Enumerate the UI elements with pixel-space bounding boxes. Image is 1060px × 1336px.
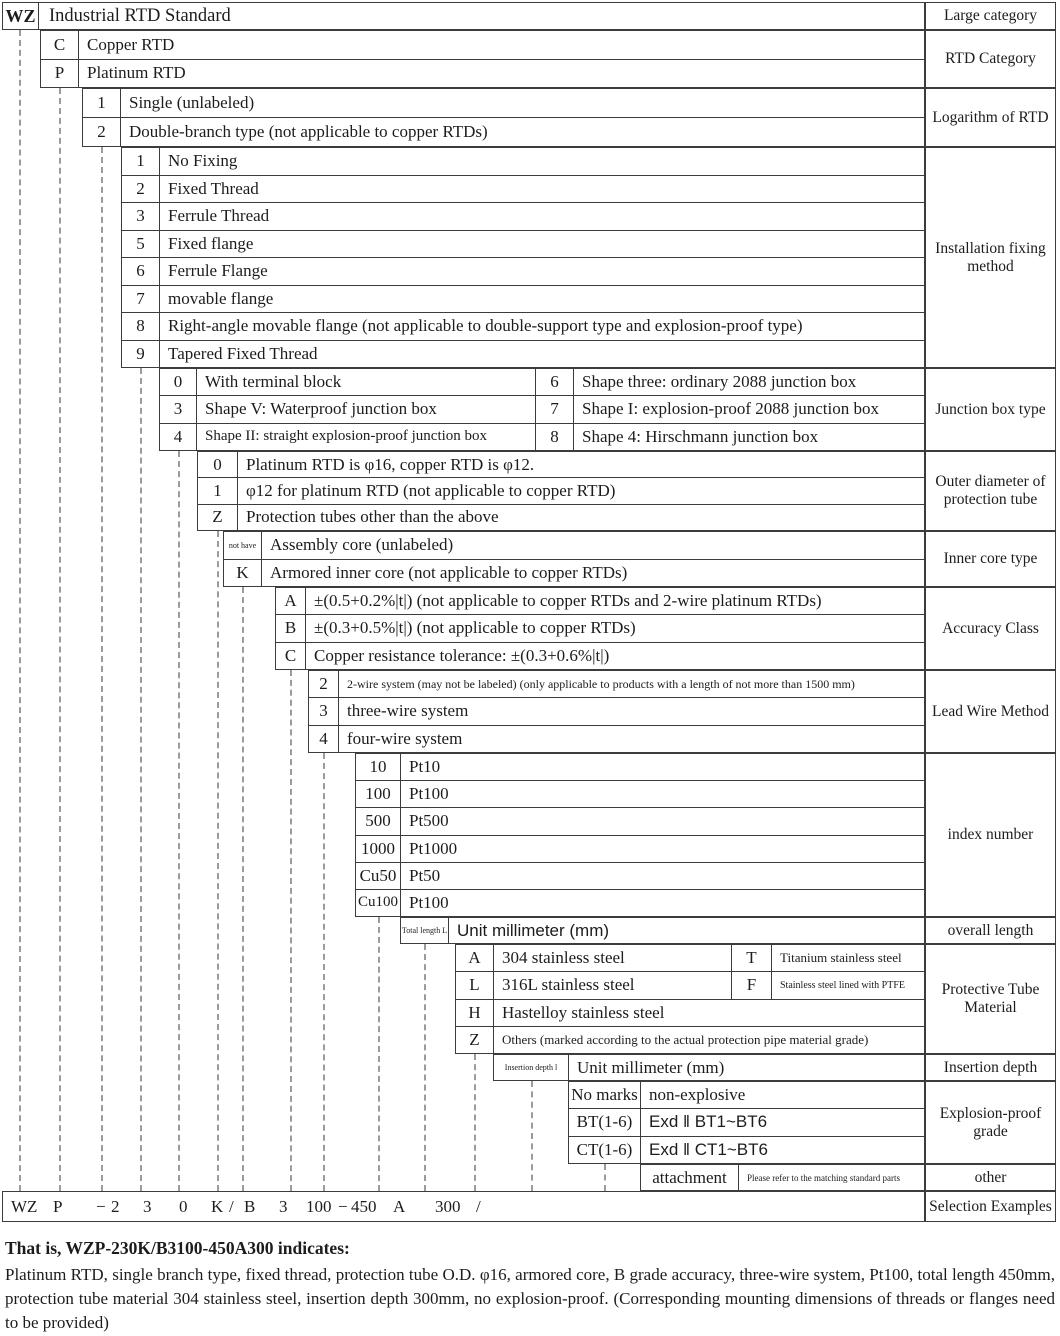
table-band-outer-diameter-of-protection-tube [197, 451, 925, 531]
description-cell: Tapered Fixed Thread [168, 343, 318, 363]
code-cell: CT(1-6) [569, 1137, 641, 1163]
example-token: 0 [179, 1196, 188, 1216]
description-cell: Platinum RTD [87, 63, 186, 83]
code-cell: 2 [309, 671, 339, 697]
table-row [122, 175, 924, 203]
category-cell: other [925, 1164, 1056, 1191]
table-row [41, 31, 924, 59]
code-cell: Insertion depth l [494, 1055, 569, 1080]
category-cell: RTD Category [925, 30, 1056, 88]
dashed-line [140, 368, 142, 1191]
description-cell: Pt100 [409, 892, 449, 912]
table-band-other [640, 1164, 925, 1191]
example-token: 450 [351, 1196, 377, 1216]
description-cell: Platinum RTD is φ16, copper RTD is φ12. [246, 454, 535, 474]
description-cell: Shape three: ordinary 2088 junction box [582, 372, 857, 392]
category-cell: overall length [925, 917, 1056, 944]
dashed-line [242, 587, 244, 1191]
code-cell: P [41, 60, 79, 88]
description-cell: Shape I: explosion-proof 2088 junction box [582, 399, 879, 419]
code-cell: K [224, 560, 262, 587]
table-row [401, 918, 924, 943]
description-cell: Hastelloy stainless steel [502, 1002, 665, 1022]
description-cell: Stainless steel lined with PTFE [780, 979, 905, 991]
table-row [309, 725, 924, 752]
category-cell: Inner core type [925, 531, 1056, 587]
description-cell: Unit millimeter (mm) [577, 1057, 725, 1077]
code-cell: 1 [122, 148, 160, 175]
example-token: WZ [11, 1196, 38, 1216]
code-cell: A [276, 588, 306, 614]
description-cell: Please refer to the matching standard parts [747, 1172, 900, 1183]
code-cell: L [456, 972, 494, 998]
table-row [456, 971, 924, 998]
category-cell: index number [925, 753, 1056, 917]
table-row [309, 671, 924, 697]
description-cell: Single (unlabeled) [129, 93, 255, 112]
example-token: 100 [306, 1196, 332, 1216]
code-cell: Cu50 [356, 863, 401, 889]
table-row [569, 1136, 924, 1163]
dashed-line [424, 944, 426, 1191]
description-cell: ±(0.3+0.5%|t|) (not applicable to copper RTDs) [314, 618, 636, 638]
table-row [122, 285, 924, 313]
table-row [122, 340, 924, 368]
category-cell: Logarithm of RTD [925, 88, 1056, 147]
example-token: B [244, 1196, 256, 1216]
description-cell: Pt100 [409, 784, 449, 804]
table-band-overall-length [400, 917, 925, 944]
table-row [198, 504, 924, 530]
category-cell: Insertion depth [925, 1054, 1056, 1081]
description-cell: 316L stainless steel [494, 972, 732, 998]
category-cell: Explosion-proof grade [925, 1081, 1056, 1164]
dashed-line [378, 917, 380, 1191]
table-row [456, 945, 924, 971]
example-token: / [229, 1196, 234, 1216]
category-cell: Lead Wire Method [925, 670, 1056, 753]
example-code-description: Platinum RTD, single branch type, fixed thread, protection tube O.D. φ16, armored core, B grade accuracy, three-wire system, Pt100, total length 450mm, protection tube material 304 stainless steel, insertion depth 300mm, no explosion-proof. (Corresponding mounting dimensions of threads or flanges need to be provided) [5, 1265, 1055, 1333]
table-row [224, 559, 924, 587]
description-cell: 304 stainless steel [494, 945, 732, 971]
table-band-junction-box-type [159, 368, 925, 451]
category-cell: Accuracy Class [925, 587, 1056, 670]
table-row [83, 117, 924, 146]
example-token: 3 [143, 1196, 152, 1216]
code-cell: C [276, 643, 306, 669]
description-cell: Pt10 [409, 757, 441, 777]
table-row [356, 780, 924, 807]
code-cell: 9 [122, 341, 160, 368]
table-band-protective-tube-material [455, 944, 925, 1054]
table-row [356, 754, 924, 780]
dashed-line [178, 451, 180, 1191]
example-token: K [211, 1196, 224, 1216]
category-cell: Selection Examples [925, 1191, 1056, 1222]
code-cell: H [456, 1000, 494, 1026]
description-cell: Fixed flange [168, 233, 254, 253]
table-row [456, 1026, 924, 1053]
category-cell: Junction box type [925, 368, 1056, 451]
table-row [494, 1055, 924, 1080]
category-cell: Large category [925, 2, 1056, 30]
code-cell: No marks [569, 1082, 641, 1108]
code-cell: 100 [356, 781, 401, 807]
table-band-rtd-category [40, 30, 925, 88]
table-row [122, 202, 924, 230]
footer-explanation [5, 1238, 1055, 1335]
table-row [160, 423, 924, 450]
table-row [569, 1108, 924, 1135]
table-row [309, 697, 924, 724]
code-cell: 4 [160, 424, 197, 450]
table-row [122, 257, 924, 285]
code-cell: F [732, 972, 772, 998]
code-cell: Total length L [401, 918, 449, 943]
example-token: / [476, 1196, 481, 1216]
table-row [276, 588, 924, 614]
description-cell: 2-wire system (may not be labeled) (only applicable to products with a length of not more than 1500 mm) [347, 676, 855, 691]
code-cell: 5 [122, 231, 160, 258]
page-title: Industrial RTD Standard [49, 5, 231, 26]
dashed-line [59, 88, 61, 1191]
dashed-line [531, 1081, 533, 1191]
table-band-logarithm-of-rtd [82, 88, 925, 147]
table-band-insertion-depth [493, 1054, 925, 1081]
table-row [356, 862, 924, 889]
dashed-line [604, 1164, 606, 1191]
description-cell: non-explosive [649, 1085, 746, 1105]
code-cell: attachment [641, 1165, 739, 1190]
code-cell: C [41, 31, 79, 59]
description-cell: Unit millimeter (mm) [457, 920, 610, 940]
description-cell: No Fixing [168, 151, 238, 171]
code-cell: 7 [536, 396, 574, 422]
description-cell: With terminal block [197, 369, 536, 395]
code-cell: 3 [160, 396, 197, 422]
table-row [122, 312, 924, 340]
table-row [276, 614, 924, 641]
description-cell: Pt1000 [409, 838, 458, 858]
code-cell: 2 [83, 118, 121, 146]
code-cell: 1 [198, 478, 238, 503]
description-cell: Shape 4: Hirschmann junction box [582, 426, 819, 446]
code-cell: 8 [122, 313, 160, 340]
description-cell: Right-angle movable flange (not applicable to double-support type and explosion-proof type) [168, 316, 803, 336]
table-band-index-number [355, 753, 925, 917]
code-cell: not have [224, 532, 262, 559]
code-cell: 1000 [356, 836, 401, 862]
table-band-installation-fixing-method [121, 147, 925, 368]
example-token: 300 [435, 1196, 461, 1216]
description-cell: Copper resistance tolerance: ±(0.3+0.6%|t|) [314, 645, 610, 665]
example-token: 2 [111, 1196, 120, 1216]
description-cell: Fixed Thread [168, 178, 259, 198]
description-cell: Pt50 [409, 865, 441, 885]
table-row [569, 1082, 924, 1108]
code-cell: BT(1-6) [569, 1109, 641, 1135]
table-band-accuracy-class [275, 587, 925, 670]
code-cell: T [732, 945, 772, 971]
table-row [276, 642, 924, 669]
category-cell: Installation fixing method [925, 147, 1056, 368]
example-token: − [96, 1196, 106, 1216]
code-cell: A [456, 945, 494, 971]
description-cell: four-wire system [347, 728, 463, 748]
header-row [2, 2, 925, 30]
description-cell: Ferrule Thread [168, 206, 270, 226]
description-cell: Others (marked according to the actual protection pipe material grade) [502, 1031, 869, 1047]
dashed-line [101, 147, 103, 1191]
code-cell: 10 [356, 754, 401, 780]
example-token: A [393, 1196, 406, 1216]
table-row [41, 59, 924, 88]
code-cell: 4 [309, 726, 339, 752]
code-cell: 1 [83, 89, 121, 117]
table-row [356, 807, 924, 834]
table-row [160, 395, 924, 422]
code-cell: 0 [198, 452, 238, 477]
category-cell: Outer diameter of protection tube [925, 451, 1056, 531]
description-cell: Shape V: Waterproof junction box [197, 396, 536, 422]
description-cell: Exd ‖ BT1~BT6 [649, 1112, 768, 1132]
code-cell: 6 [536, 369, 574, 395]
description-cell: Armored inner core (not applicable to copper RTDs) [270, 562, 628, 582]
code-cell: 500 [356, 808, 401, 834]
code-cell: 3 [122, 203, 160, 230]
table-row [641, 1165, 924, 1190]
dashed-line [19, 30, 21, 1191]
description-cell: Ferrule Flange [168, 261, 268, 281]
category-cell: Protective Tube Material [925, 944, 1056, 1054]
table-band-inner-core-type [223, 531, 925, 587]
dashed-line [474, 1054, 476, 1191]
dashed-line [217, 531, 219, 1191]
code-cell: 3 [309, 698, 339, 724]
code-cell: Z [456, 1027, 494, 1053]
description-cell: Copper RTD [87, 34, 175, 54]
description-cell: Titanium stainless steel [780, 950, 902, 966]
table-row [160, 369, 924, 395]
example-token: − [338, 1196, 348, 1216]
table-band-explosion-proof-grade [568, 1081, 925, 1164]
example-token: 3 [279, 1196, 288, 1216]
code-cell: Z [198, 505, 238, 530]
example-token: P [53, 1196, 63, 1216]
description-cell: φ12 for platinum RTD (not applicable to copper RTD) [246, 480, 616, 500]
example-code-heading: That is, WZP-230K/B3100-450A300 indicates: [5, 1238, 350, 1258]
table-row [198, 452, 924, 477]
description-cell: Assembly core (unlabeled) [270, 535, 454, 555]
table-row [122, 230, 924, 258]
description-cell: Pt500 [409, 811, 449, 831]
code-cell: 0 [160, 369, 197, 395]
table-row [356, 889, 924, 916]
table-row [198, 477, 924, 503]
table-row [456, 999, 924, 1026]
header-code-cell: WZ [3, 3, 39, 29]
description-cell: ±(0.5+0.2%|t|) (not applicable to copper RTDs and 2-wire platinum RTDs) [314, 591, 822, 611]
description-cell: movable flange [168, 288, 274, 308]
description-cell: Double-branch type (not applicable to copper RTDs) [129, 122, 488, 141]
code-cell: 8 [536, 424, 574, 450]
code-cell: 7 [122, 286, 160, 313]
selection-example-row [2, 1191, 925, 1222]
description-cell: three-wire system [347, 701, 469, 721]
table-row [224, 532, 924, 559]
description-cell: Exd ‖ CT1~BT6 [649, 1139, 768, 1159]
code-cell: 6 [122, 258, 160, 285]
table-row [122, 148, 924, 175]
table-row [83, 89, 924, 117]
code-cell: B [276, 615, 306, 641]
dashed-line [323, 753, 325, 1191]
description-cell: Protection tubes other than the above [246, 507, 499, 527]
code-cell: 2 [122, 176, 160, 203]
code-cell: Cu100 [356, 890, 401, 916]
dashed-line [290, 670, 292, 1191]
description-cell: Shape II: straight explosion-proof junction box [197, 424, 536, 450]
table-row [356, 835, 924, 862]
table-band-lead-wire-method [308, 670, 925, 753]
